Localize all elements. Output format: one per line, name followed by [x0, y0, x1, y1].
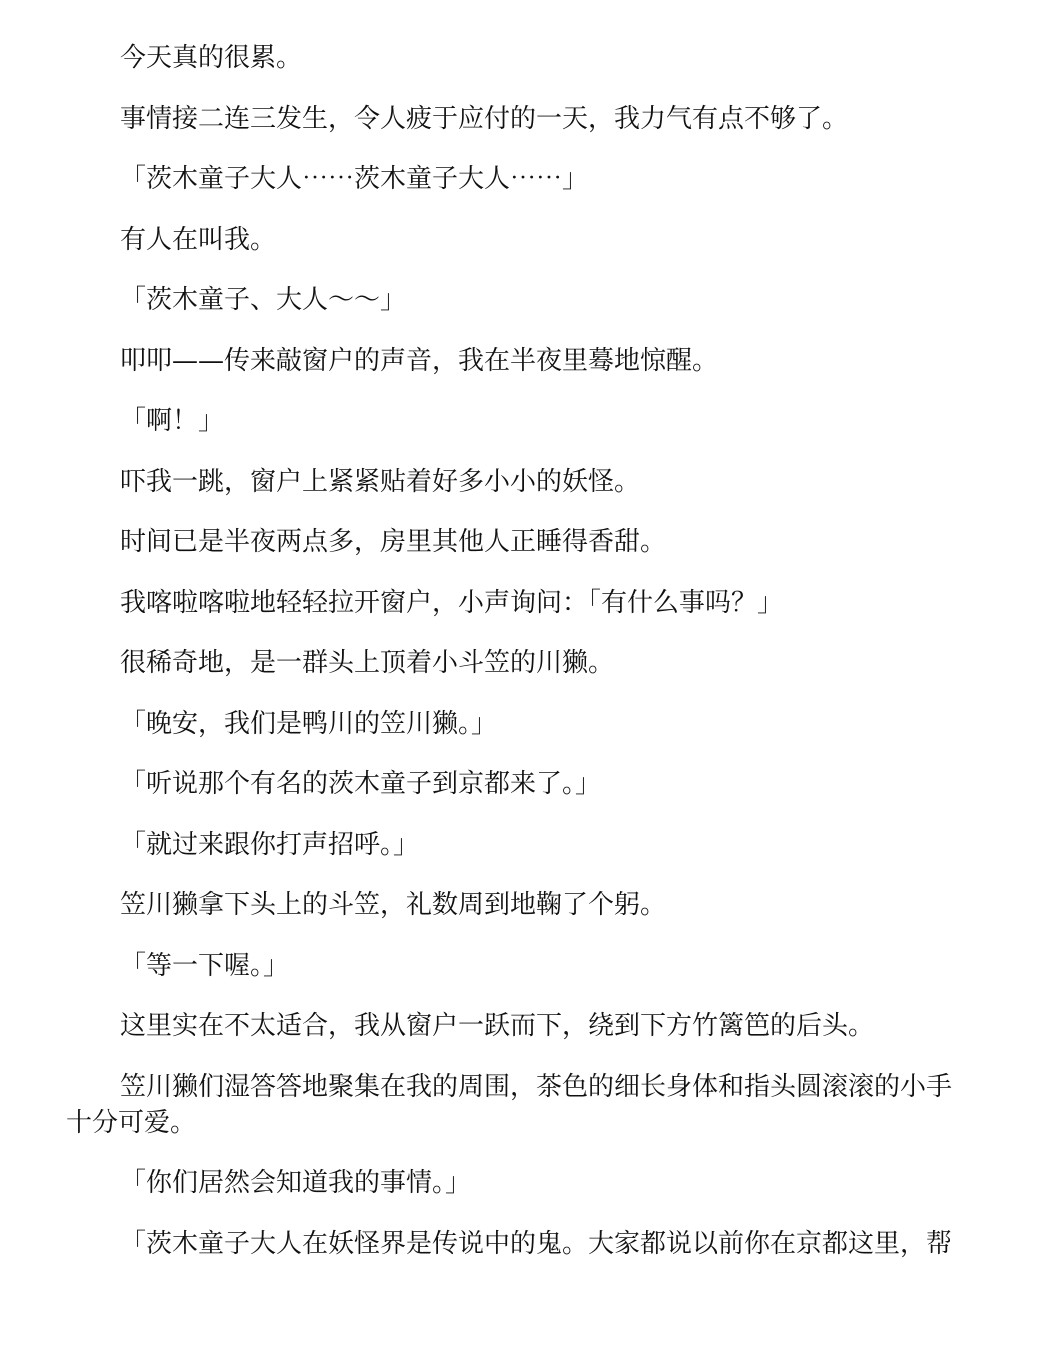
paragraph: 笠川獭拿下头上的斗笠，礼数周到地鞠了个躬。: [120, 890, 667, 920]
paragraph: 「晚安，我们是鸭川的笠川獭。」: [120, 708, 498, 739]
paragraph: 今天真的很累。: [120, 43, 303, 73]
paragraph: 很稀奇地，是一群头上顶着小斗笠的川獭。: [120, 648, 615, 678]
paragraph: 吓我一跳，窗户上紧紧贴着好多小小的妖怪。: [120, 466, 641, 497]
paragraph: 「你们居然会知道我的事情。」: [120, 1168, 472, 1198]
paragraph: 时间已是半夜两点多，房里其他人正睡得香甜。: [120, 527, 667, 557]
paragraph: 「茨木童子大人⋯⋯茨木童子大人⋯⋯」: [120, 164, 589, 194]
paragraph: 事情接二连三发生，令人疲于应付的一天，我力气有点不够了。: [120, 103, 849, 134]
paragraph: 「啊！」: [120, 406, 225, 436]
paragraph: 这里实在不太适合，我从窗户一跃而下，绕到下方竹篱笆的后头。: [120, 1011, 875, 1041]
document-page: [66, 40, 976, 1286]
paragraph: 「听说那个有名的茨木童子到京都来了。」: [120, 769, 602, 799]
paragraph: 「茨木童子大人在妖怪界是传说中的鬼。大家都说以前你在京都这里，帮: [120, 1228, 953, 1259]
paragraph: 笠川獭们湿答答地聚集在我的周围，茶色的细长身体和指头圆滚滚的小手十分可爱。: [66, 1071, 953, 1138]
paragraph: 「就过来跟你打声招呼。」: [120, 829, 420, 860]
paragraph: 叩叩——传来敲窗户的声音，我在半夜里蓦地惊醒。: [120, 345, 719, 376]
paragraph: 有人在叫我。: [120, 224, 277, 255]
paragraph: 「等一下喔。」: [120, 950, 290, 981]
paragraph: 我喀啦喀啦地轻轻拉开窗户，小声询问：「有什么事吗？」: [120, 587, 784, 618]
paragraph: 「茨木童子、大人～～」: [120, 285, 407, 315]
